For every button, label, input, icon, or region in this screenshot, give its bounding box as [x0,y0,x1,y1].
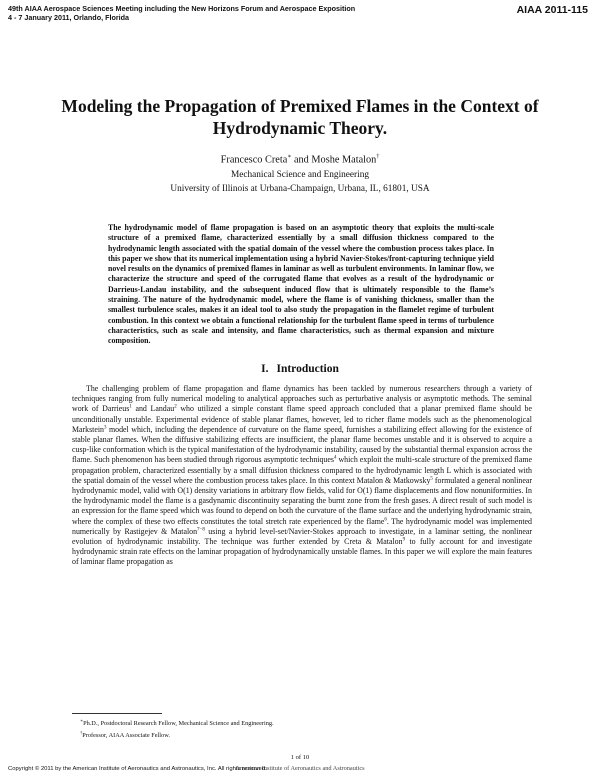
paper-id: AIAA 2011-115 [516,4,588,16]
body-text-segment: to fully account for and investigate hydrodynamic strain rate effects on the laminar propagation of hydrodynamically unstable flames. In this paper we will explore the main features of laminar flame propagation as [72,537,532,567]
affiliation-institution: University of Illinois at Urbana-Champaign, Urbana, IL, 61801, USA [170,184,430,194]
author-conjunction: and [293,154,309,166]
conference-header-line2: 4 - 7 January 2011, Orlando, Florida [8,13,130,22]
footnote-mark: ∗ [287,154,292,160]
affiliation-department: Mechanical Science and Engineering [230,170,370,180]
citation-ref: 7−8 [197,527,205,533]
body-text-segment: and Landau [131,404,175,414]
citation-ref: 2 [174,404,177,410]
body-text-segment: who utilized a simple constant flame speed approach concluded that a planar premixed flame should be unconditionally unstable. Experimental evidence of stable planar flames, however, led to richer flame models such as the phenomenological Markstein [72,404,532,434]
introduction-paragraph [72,384,532,568]
footnote [80,728,274,740]
body-text-segment: which exploit the multi-scale structure of the premixed flame propagation problem, characterized essentially by a small diffusion thickness compared to the hydrodynamic length L which is associated with the spatial domain of the vessel where the combustion process takes place. In this context Matalon & Matkowsky [72,455,533,485]
section-heading [0,363,600,375]
citation-ref: 6 [384,517,387,523]
paper-title: Modeling the Propagation of Premixed Flames in the Context of Hydrodynamic Theory. [61,96,539,138]
body-text-segment: model which, including the dependence of curvature on the flame speed, furnishes a stabilizing effect allowing for the existence of stable planar flames. When the diffusive stabilizing effects are insufficient, the planar flame becomes unstable and it is observed to acquire a cusp-like conformation which is the typical manifestation of the hydrodynamic instability, caused by the substantial thermal expansion across the flame. Such phenomenon has been studied through rigorous asymptotic techniques [72,424,532,465]
author-name: Moshe Matalon [311,154,377,166]
conference-header [8,4,448,22]
body-text-segment: The challenging problem of flame propagation and flame dynamics has been tackled by numerous researchers through a variety of techniques ranging from fully numerical modeling to analytical approaches such as perturbative analysis or asymptotic methods. The seminal work of Darrieus [72,384,532,414]
body-text-segment: using a hybrid level-set/Navier-Stokes approach to investigate, in a laminar setting, the nonlinear evolution of hydrodynamic instability. The technique was further extended by Creta & Matalon [72,526,532,547]
citation-ref: 9 [402,537,406,543]
footnote-mark: † [80,730,83,736]
footnote-text: Professor, AIAA Associate Fellow. [82,732,170,740]
footnotes [80,716,274,740]
author-name: Francesco Creta [220,154,288,166]
footnote-mark: † [376,154,380,160]
copyright-notice: Copyright © 2011 by the American Institute of Aeronautics and Astronautics, Inc. All rights reserved. [8,766,267,772]
citation-ref: 1 [129,404,132,410]
footnote [80,716,274,728]
footnote-mark: ∗ [80,718,84,723]
footnote-text: Ph.D., Postdoctoral Research Fellow, Mechanical Science and Engineering. [83,720,274,728]
section-number: I. [261,363,269,375]
publisher-line: American Institute of Aeronautics and Astronautics [235,765,365,772]
citation-ref: 3 [104,425,107,431]
section-title: Introduction [276,363,339,375]
citation-ref: 5 [430,476,433,482]
body-text-segment: . The hydrodynamic model was implemented numerically by Rastigejev & Matalon [72,516,532,536]
author-line [0,153,600,165]
abstract: The hydrodynamic model of flame propagation is based on an asymptotic theory that exploits the multi-scale structure of a premixed flame, characterized essentially by a small diffusion thickness compared to the hydrodynamic length associated with the spatial domain of the vessel where the combustion process takes place. In this paper we show that its numerical implementation using a hybrid Navier-Stokes/front-capturing technique yield novel results on the dynamics of premixed flames in laminar as well as turbulent environments. In laminar flow, we characterize the structure and speed of the corrugated flame that evolves as a result of the hydrodynamic or Darrieus-Landau instability, and the subsequent induced flow that is ultimately responsible to the flame’s straining. The nature of the hydrodynamic model, where the flame is of vanishing thickness, smaller than the smallest turbulence scales, makes it an ideal tool to also study the propagation in the flamelet regime of turbulent combustion. In this context we obtain a functional relationship for the turbulent flame speed in terms of turbulence characteristics, such as scale and intensity, and flame characteristics, such as thermal expansion and mixture composition. [108,223,494,346]
conference-header-line1: 49th AIAA Aerospace Sciences Meeting including the New Horizons Forum and Aerospace Exposition [8,4,356,13]
page-number: 1 of 10 [290,754,310,761]
body-text-segment: formulated a general nonlinear hydrodynamic model, valid with O(1) density variations in arbitrary flow fields, valid for O(1) flame displacements and flow nonuniformities. In the hydrodynamic model the flame is a gasdynamic discontinuity separating the burnt zone from the fresh gases. A direct result of such model is an expression for the flame speed which was found to depend on both the curvature of the flame surface and the underlying hydrodynamic strain, where the complex of these two effects constitutes the total stretch rate experienced by the flame [72,475,532,526]
citation-ref: 4 [333,455,337,461]
footnote-rule [72,713,162,714]
